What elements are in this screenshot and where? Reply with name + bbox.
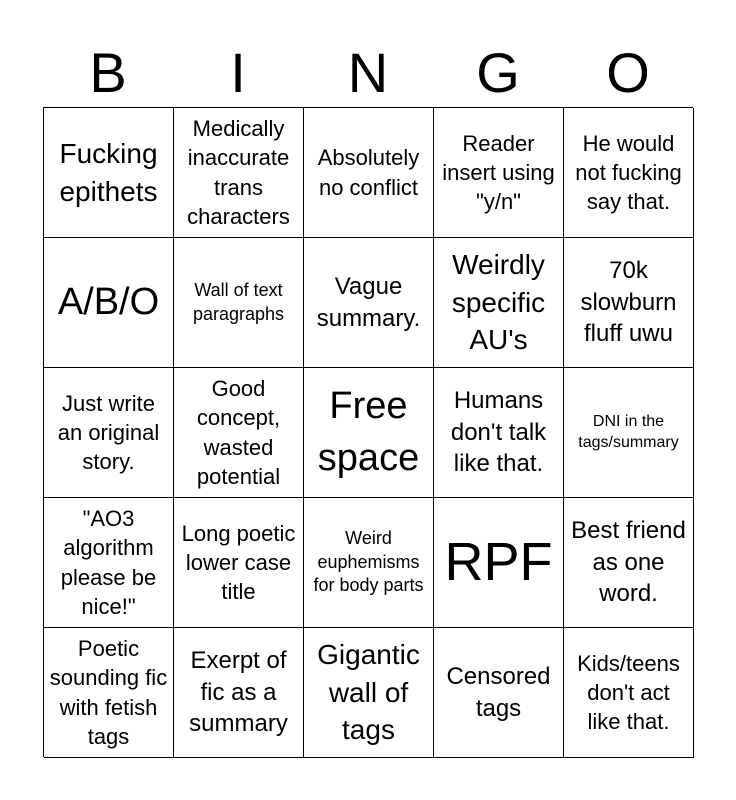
cell-label: Humans don't talk like that. — [450, 386, 547, 478]
cell-label: DNI in the tags/summary — [578, 412, 679, 451]
cell-label: Gigantic wall of tags — [317, 638, 420, 746]
cell-label: Poetic sounding fic with fetish tags — [49, 636, 168, 749]
cell-label: He would not fucking say that. — [575, 130, 682, 215]
bingo-cell-r2c3[interactable] — [304, 238, 434, 368]
bingo-cell-r2c1[interactable] — [44, 238, 174, 368]
bingo-cell-r4c5[interactable] — [564, 498, 694, 628]
cell-label: Exerpt of fic as a summary — [189, 646, 288, 738]
cell-label: Long poetic lower case title — [181, 520, 296, 605]
cell-label: Just write an original story. — [57, 390, 160, 475]
bingo-cell-r3c1[interactable] — [44, 368, 174, 498]
bingo-cell-r5c4[interactable] — [434, 628, 564, 758]
header-letter-b: B — [89, 41, 127, 104]
cell-label: 70k slowburn fluff uwu — [580, 256, 677, 348]
bingo-cell-r3c2[interactable] — [174, 368, 304, 498]
bingo-board — [43, 107, 693, 757]
cell-label: Good concept, wasted potential — [196, 376, 281, 489]
cell-label: Weird euphemisms for body parts — [313, 528, 424, 596]
bingo-cell-r5c1[interactable] — [44, 628, 174, 758]
bingo-cell-r1c4[interactable] — [434, 108, 564, 238]
bingo-cell-r1c2[interactable] — [174, 108, 304, 238]
cell-label: Wall of text paragraphs — [192, 280, 285, 324]
header-letter-n: N — [347, 41, 389, 104]
bingo-cell-r3c5[interactable] — [564, 368, 694, 498]
bingo-cell-r5c5[interactable] — [564, 628, 694, 758]
cell-label: RPF — [444, 531, 553, 592]
cell-label: Medically inaccurate trans characters — [187, 116, 290, 229]
bingo-cell-r4c4[interactable] — [434, 498, 564, 628]
bingo-cell-r2c4[interactable] — [434, 238, 564, 368]
header-letter-i: I — [230, 41, 246, 104]
cell-label: Best friend as one word. — [571, 516, 686, 608]
cell-label: Censored tags — [446, 662, 551, 722]
cell-label: Weirdly specific AU's — [451, 248, 546, 356]
cell-label: Vague summary. — [316, 272, 421, 332]
bingo-header — [43, 40, 693, 106]
cell-label: "AO3 algorithm please be nice!" — [60, 506, 157, 619]
header-letter-g: G — [476, 41, 520, 104]
cell-label: Free space — [317, 385, 420, 479]
bingo-cell-r4c3[interactable] — [304, 498, 434, 628]
bingo-cell-r3c4[interactable] — [434, 368, 564, 498]
header-letter-o: O — [606, 41, 650, 104]
cell-label: Absolutely no conflict — [317, 145, 420, 200]
bingo-cell-r2c2[interactable] — [174, 238, 304, 368]
bingo-cell-r1c1[interactable] — [44, 108, 174, 238]
bingo-cell-r2c5[interactable] — [564, 238, 694, 368]
bingo-cell-r4c1[interactable] — [44, 498, 174, 628]
bingo-cell-r1c3[interactable] — [304, 108, 434, 238]
bingo-cell-r3c3[interactable] — [304, 368, 434, 498]
cell-label: Reader insert using "y/n" — [442, 130, 555, 215]
cell-label: A/B/O — [57, 280, 160, 323]
bingo-cell-r5c2[interactable] — [174, 628, 304, 758]
cell-label: Kids/teens don't act like that. — [577, 650, 680, 735]
bingo-cell-r4c2[interactable] — [174, 498, 304, 628]
bingo-cell-r1c5[interactable] — [564, 108, 694, 238]
cell-label: Fucking epithets — [59, 137, 158, 207]
bingo-cell-r5c3[interactable] — [304, 628, 434, 758]
